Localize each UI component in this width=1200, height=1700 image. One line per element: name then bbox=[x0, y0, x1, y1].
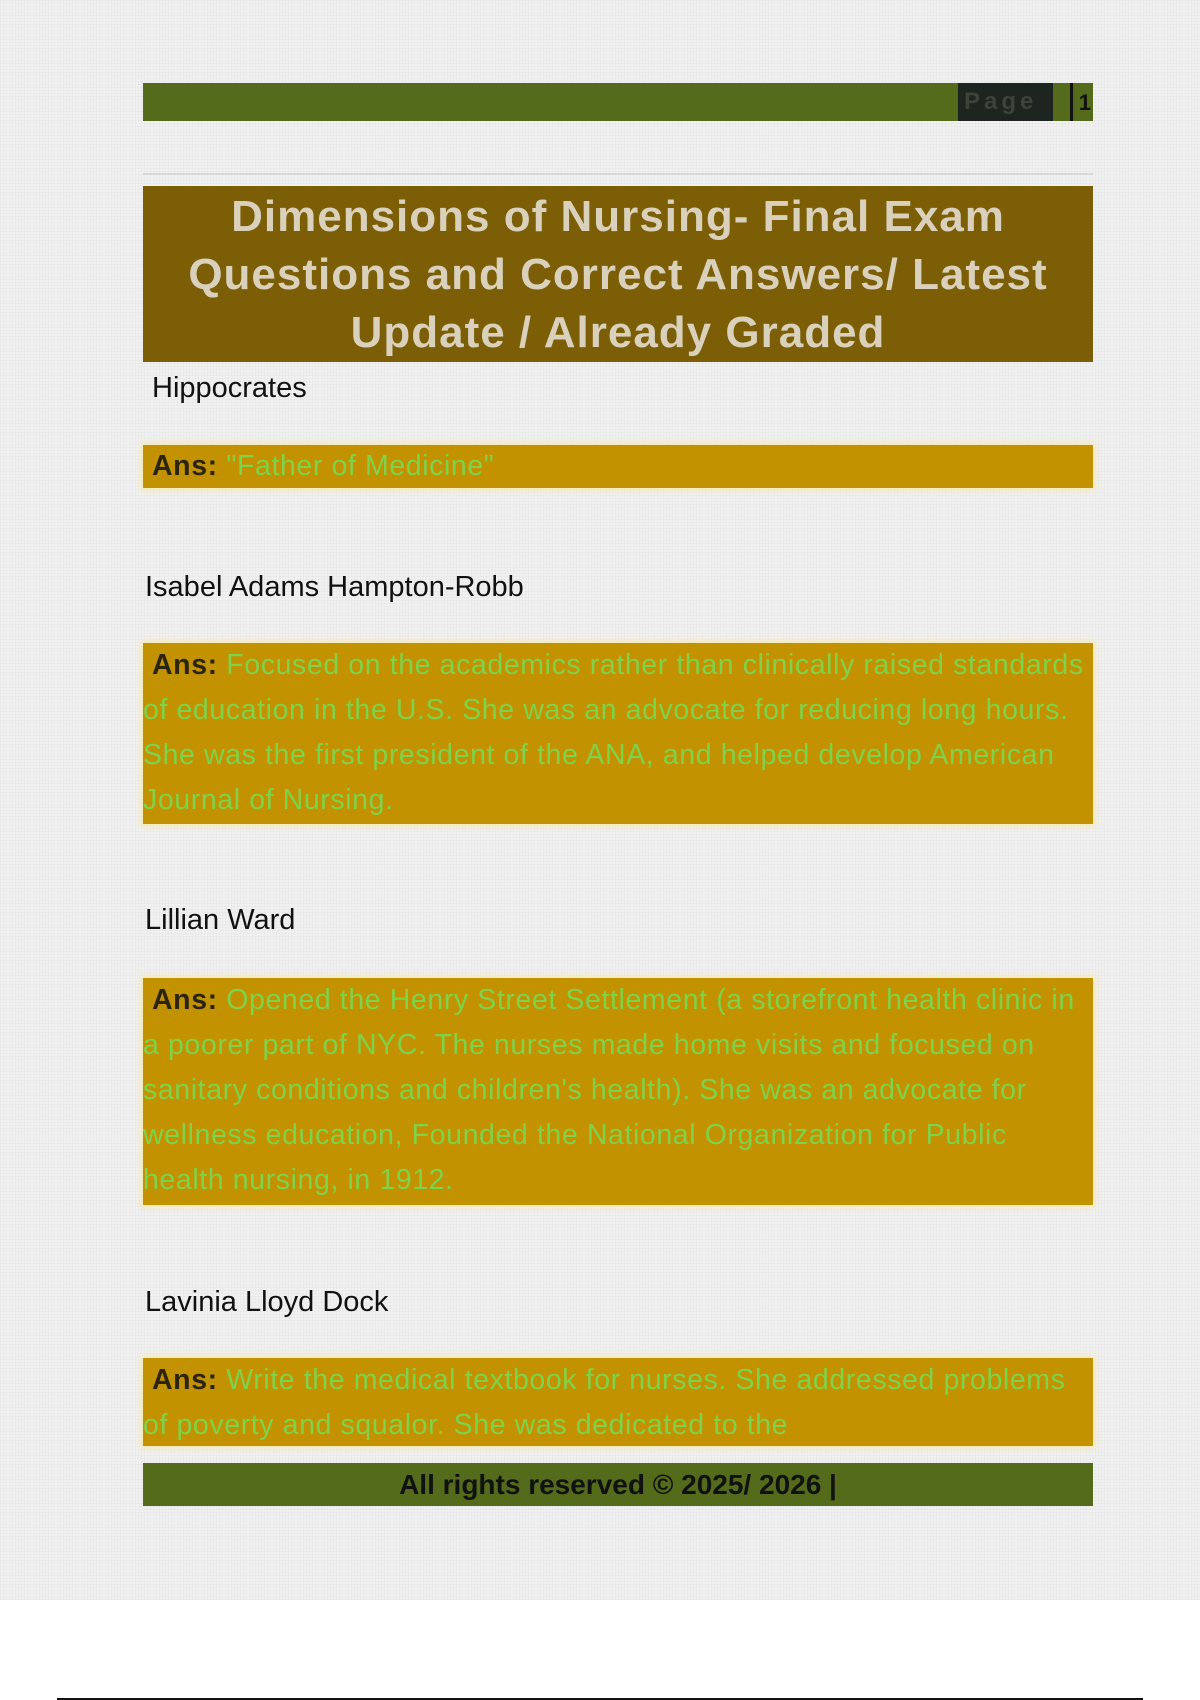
header-divider bbox=[143, 173, 1093, 175]
answer-text: Focused on the academics rather than clinically raised standards of education in the U.S. She was an advocate for reducing long hours. She was the first president of the ANA, and helped develop American Journal of Nursing. bbox=[143, 649, 1084, 816]
term-heading: Hippocrates bbox=[152, 372, 307, 404]
answer-label: Ans: bbox=[152, 1364, 218, 1396]
answer-box bbox=[143, 445, 1093, 488]
page-header-bar bbox=[143, 83, 1093, 121]
page-number: 1 bbox=[1070, 83, 1091, 121]
answer-text: "Father of Medicine" bbox=[226, 450, 495, 482]
answer-label: Ans: bbox=[152, 450, 218, 482]
answer-text: Write the medical textbook for nurses. She addressed problems of poverty and squalor. She was dedicated to the bbox=[143, 1364, 1066, 1441]
answer-box bbox=[143, 1358, 1093, 1446]
answer-label: Ans: bbox=[152, 649, 218, 681]
term-heading: Isabel Adams Hampton-Robb bbox=[145, 571, 524, 603]
answer-box bbox=[143, 978, 1093, 1205]
document-title: Dimensions of Nursing- Final Exam Questions and Correct Answers/ Latest Update / Already Graded bbox=[143, 186, 1093, 362]
term-heading: Lavinia Lloyd Dock bbox=[145, 1286, 389, 1318]
answer-label: Ans: bbox=[152, 984, 218, 1016]
copyright-footer: All rights reserved © 2025/ 2026 | bbox=[143, 1463, 1093, 1506]
answer-text: Opened the Henry Street Settlement (a storefront health clinic in a poorer part of NYC. The nurses made home visits and focused on sanitary conditions and children's health). She was an advocate for wellness education, Founded the National Organization for Public health nursing, in 1912. bbox=[143, 984, 1075, 1196]
term-heading: Lillian Ward bbox=[145, 904, 296, 936]
page-label: Page bbox=[958, 83, 1053, 121]
answer-box bbox=[143, 643, 1093, 824]
